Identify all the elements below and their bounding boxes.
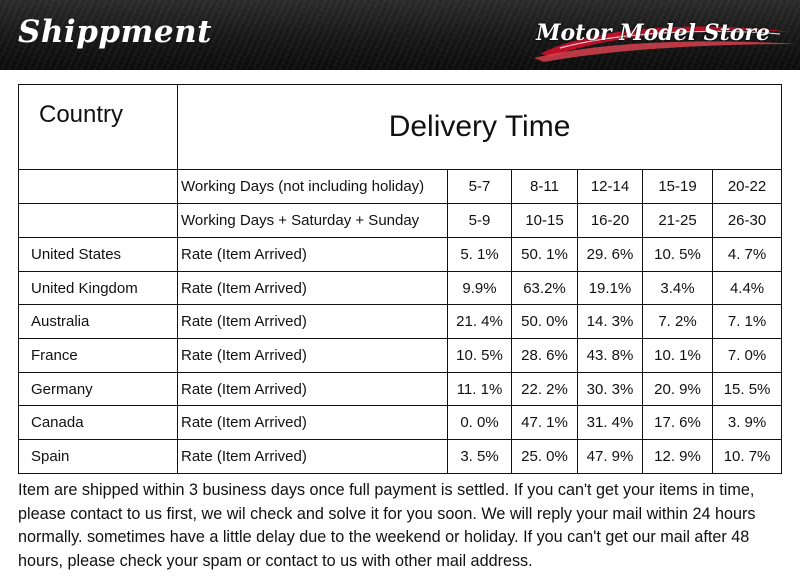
rate-value-cell: 22. 2% bbox=[512, 372, 578, 406]
rate-value-cell: 12. 9% bbox=[643, 440, 713, 474]
rate-value-cell: 43. 8% bbox=[578, 339, 643, 373]
table-row bbox=[19, 271, 782, 305]
range-cell: 8-11 bbox=[512, 170, 578, 204]
rate-label-cell: Rate (Item Arrived) bbox=[178, 406, 448, 440]
rate-value-cell: 17. 6% bbox=[643, 406, 713, 440]
rate-value-cell: 47. 9% bbox=[578, 440, 643, 474]
rate-value-cell: 50. 1% bbox=[512, 238, 578, 272]
range-cell: 15-19 bbox=[643, 170, 713, 204]
empty-cell bbox=[19, 170, 178, 204]
country-cell: Germany bbox=[19, 372, 178, 406]
rate-value-cell: 28. 6% bbox=[512, 339, 578, 373]
header-delivery-time: Delivery Time bbox=[178, 85, 782, 170]
rate-value-cell: 3. 5% bbox=[448, 440, 512, 474]
range-cell: 21-25 bbox=[643, 204, 713, 238]
range-cell: 10-15 bbox=[512, 204, 578, 238]
shipping-table bbox=[18, 84, 782, 474]
rate-value-cell: 29. 6% bbox=[578, 238, 643, 272]
range-cell: 12-14 bbox=[578, 170, 643, 204]
rate-value-cell: 20. 9% bbox=[643, 372, 713, 406]
rate-label-cell: Rate (Item Arrived) bbox=[178, 271, 448, 305]
rate-value-cell: 3.4% bbox=[643, 271, 713, 305]
range-cell: 5-7 bbox=[448, 170, 512, 204]
table-row bbox=[19, 406, 782, 440]
rate-value-cell: 10. 7% bbox=[713, 440, 782, 474]
rate-value-cell: 7. 0% bbox=[713, 339, 782, 373]
rate-value-cell: 10. 5% bbox=[643, 238, 713, 272]
rate-value-cell: 50. 0% bbox=[512, 305, 578, 339]
header-country: Country bbox=[19, 85, 178, 170]
rate-value-cell: 15. 5% bbox=[713, 372, 782, 406]
rate-value-cell: 19.1% bbox=[578, 271, 643, 305]
rate-value-cell: 10. 1% bbox=[643, 339, 713, 373]
rate-value-cell: 30. 3% bbox=[578, 372, 643, 406]
country-cell: United States bbox=[19, 238, 178, 272]
rate-value-cell: 4.4% bbox=[713, 271, 782, 305]
range-cell: 26-30 bbox=[713, 204, 782, 238]
rate-value-cell: 0. 0% bbox=[448, 406, 512, 440]
country-cell: United Kingdom bbox=[19, 271, 178, 305]
table-row bbox=[19, 440, 782, 474]
rate-value-cell: 14. 3% bbox=[578, 305, 643, 339]
rate-value-cell: 5. 1% bbox=[448, 238, 512, 272]
rate-value-cell: 31. 4% bbox=[578, 406, 643, 440]
table-row bbox=[19, 238, 782, 272]
rate-value-cell: 3. 9% bbox=[713, 406, 782, 440]
country-cell: Australia bbox=[19, 305, 178, 339]
rate-value-cell: 7. 2% bbox=[643, 305, 713, 339]
country-cell: Canada bbox=[19, 406, 178, 440]
table-row bbox=[19, 339, 782, 373]
table-row bbox=[19, 305, 782, 339]
subheader-row bbox=[19, 204, 782, 238]
rate-value-cell: 10. 5% bbox=[448, 339, 512, 373]
rate-value-cell: 47. 1% bbox=[512, 406, 578, 440]
shipping-note: Item are shipped within 3 business days once full payment is settled. If you can't get your items in time, please contact to us first, we wil check and solve it for you soon. We will reply your mail within 24 hours normally. sometimes have a little delay due to the weekend or holiday. If you can't get our mail after 48 hours, please check your spam or contact to us with other mail address. bbox=[18, 481, 756, 570]
rate-value-cell: 7. 1% bbox=[713, 305, 782, 339]
rate-label-cell: Rate (Item Arrived) bbox=[178, 305, 448, 339]
page-title: Shippment bbox=[18, 14, 212, 50]
header-banner bbox=[0, 0, 800, 70]
country-cell: France bbox=[19, 339, 178, 373]
rate-value-cell: 11. 1% bbox=[448, 372, 512, 406]
rate-value-cell: 4. 7% bbox=[713, 238, 782, 272]
range-cell: 5-9 bbox=[448, 204, 512, 238]
range-cell: 16-20 bbox=[578, 204, 643, 238]
subheader-row bbox=[19, 170, 782, 204]
subheader-label: Working Days (not including holiday) bbox=[178, 170, 448, 204]
rate-value-cell: 63.2% bbox=[512, 271, 578, 305]
table-row bbox=[19, 372, 782, 406]
rate-label-cell: Rate (Item Arrived) bbox=[178, 372, 448, 406]
empty-cell bbox=[19, 204, 178, 238]
rate-label-cell: Rate (Item Arrived) bbox=[178, 339, 448, 373]
range-cell: 20-22 bbox=[713, 170, 782, 204]
table-header-row bbox=[19, 85, 782, 170]
rate-label-cell: Rate (Item Arrived) bbox=[178, 238, 448, 272]
subheader-label: Working Days + Saturday + Sunday bbox=[178, 204, 448, 238]
country-cell: Spain bbox=[19, 440, 178, 474]
rate-value-cell: 21. 4% bbox=[448, 305, 512, 339]
rate-value-cell: 25. 0% bbox=[512, 440, 578, 474]
store-logo-text: Motor Model Store bbox=[536, 20, 770, 46]
rate-label-cell: Rate (Item Arrived) bbox=[178, 440, 448, 474]
rate-value-cell: 9.9% bbox=[448, 271, 512, 305]
